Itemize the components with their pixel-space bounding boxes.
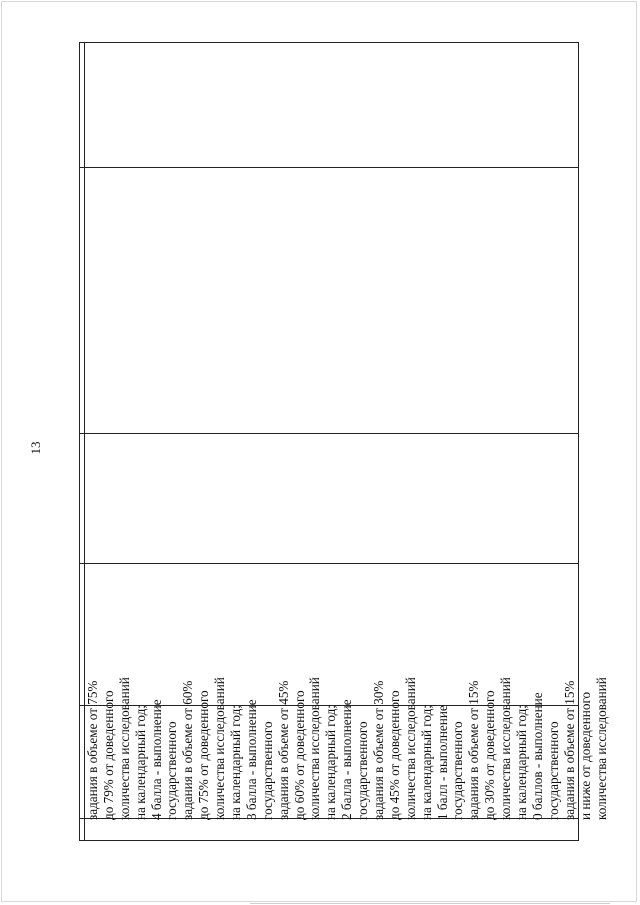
criteria-line: государственного [164, 721, 180, 820]
criteria-line: задания в объеме от 45% [275, 680, 291, 820]
criteria-line: до 79% от доведенного [100, 690, 116, 820]
criteria-line: количества исследований [116, 677, 132, 820]
criteria-line: 2 балла - выполнение [339, 699, 355, 820]
criteria-line: до 75% от доведенного [196, 690, 212, 820]
criteria-line: на календарный год; [323, 705, 339, 820]
criteria-line: 4 балла - выполнение [148, 699, 164, 820]
criteria-line: до 30% от доведенного [482, 690, 498, 820]
criteria-line: на календарный год; [132, 705, 148, 820]
page-number: 13 [28, 441, 43, 455]
criteria-line: на календарный год; [228, 705, 244, 820]
criteria-line: государственного [545, 721, 561, 820]
criteria-line: 0 баллов - выполнение [529, 692, 545, 820]
scan-artifact [250, 903, 610, 904]
criteria-line: задания в объеме от 15% [466, 680, 482, 820]
criteria-line: количества исследований [593, 677, 609, 820]
criteria-line: задания в объеме от 15% [561, 680, 577, 820]
criteria-line: государственного [259, 721, 275, 820]
criteria-line: количества исследований [307, 677, 323, 820]
criteria-line: на календарный год; [514, 705, 530, 820]
row-divider [80, 167, 578, 168]
criteria-line: до 45% от доведенного [386, 690, 402, 820]
criteria-line: на календарный год; [418, 705, 434, 820]
criteria-cell [85, 246, 609, 820]
criteria-line: государственного [355, 721, 371, 820]
criteria-line: количества исследований [212, 677, 228, 820]
criteria-line: задания в объеме от 30% [371, 680, 387, 820]
criteria-line: до 60% от доведенного [291, 690, 307, 820]
criteria-line: задания в объеме от 75% [85, 680, 100, 820]
criteria-line: 1 балл - выполнение [434, 705, 450, 820]
criteria-line: и ниже от доведенного [577, 691, 593, 820]
criteria-line: задания в объеме от 60% [180, 680, 196, 820]
criteria-line: государственного [450, 721, 466, 820]
criteria-line: 3 балла - выполнение [243, 699, 259, 820]
criteria-line: количества исследований [498, 677, 514, 820]
criteria-line: количества исследований [402, 677, 418, 820]
